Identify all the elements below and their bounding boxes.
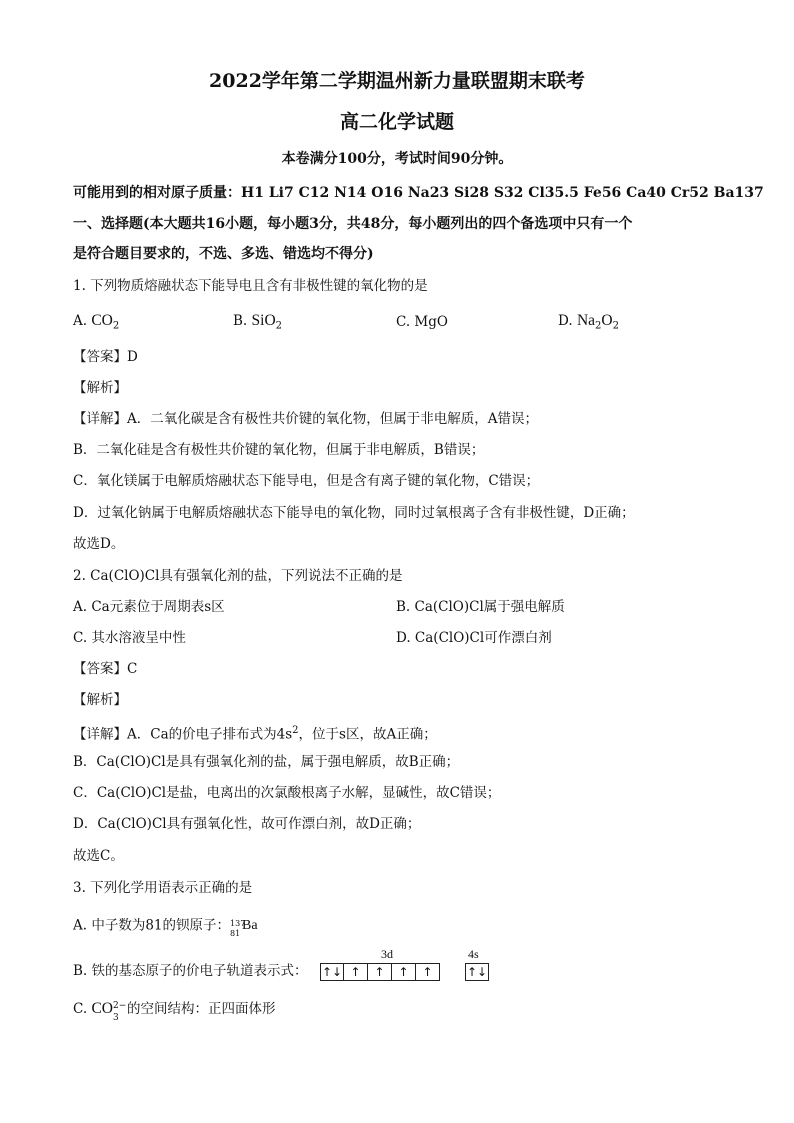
q1-detail-b: B．二氧化硅是含有极性共价键的氧化物，但属于非电解质，B错误； [73, 442, 485, 458]
q1-option-a: A. $CO_2$ [73, 312, 120, 332]
q1-detail-d: D．过氧化钠属于电解质熔融状态下能导电的氧化物，同时过氧根离子含有非极性键，D正确； [73, 505, 635, 521]
orbital-diagram-3d [320, 963, 440, 981]
q1-answer: 【答案】D [73, 349, 138, 365]
q1-analysis-label: 【解析】 [73, 380, 127, 396]
orbital-box: ↑ [392, 963, 416, 981]
q3-option-c: C. CO 2− 3 的空间结构：正四面体形 [73, 1000, 276, 1023]
exam-note: 本卷满分100分，考试时间90分钟。 [281, 151, 513, 167]
orbital-box: ↑ [368, 963, 392, 981]
q3-option-b: B. 铁的基态原子的价电子轨道表示式： [73, 963, 308, 979]
q1-option-d: D. $Na_2O_2$ [558, 312, 619, 332]
orbital-label-4s: 4s [468, 947, 479, 961]
orbital-label-3d: 3d [381, 947, 393, 961]
barium-isotope-notation: 137 81 Ba [230, 918, 258, 938]
q1-conclusion: 故选D。 [73, 536, 125, 552]
atomic-masses: 可能用到的相对原子质量：H1 Li7 C12 N14 O16 Na23 Si28 S32 Cl35.5 Fe56 Ca40 Cr52 Ba137 [73, 185, 764, 201]
q1-detail-c: C．氧化镁属于电解质熔融状态下能导电，但是含有离子键的氧化物，C错误； [73, 473, 540, 489]
q2-detail-a: 【详解】A．Ca的价电子排布式为$4s^2$，位于s区，故A正确； [73, 725, 437, 743]
orbital-box: ↑↓ [466, 965, 488, 979]
orbital-box: ↑ [416, 963, 440, 981]
orbital-box: ↑ [344, 963, 368, 981]
q2-detail-c: C．Ca(ClO)Cl是盐，电离出的次氯酸根离子水解，显碱性，故C错误； [73, 785, 501, 801]
q2-option-d: D. Ca(ClO)Cl可作漂白剂 [396, 630, 552, 646]
section-heading-line1: 一、选择题(本大题共16小题，每小题3分，共48分，每小题列出的四个备选项中只有一个 [73, 216, 633, 232]
q3-option-a: A. 中子数为81的钡原子： 137 81 Ba [73, 915, 262, 937]
q2-conclusion: 故选C。 [73, 848, 124, 864]
q2-option-b: B. Ca(ClO)Cl属于强电解质 [396, 599, 565, 615]
q1-option-c: C. MgO [396, 314, 448, 330]
q2-detail-d: D．Ca(ClO)Cl具有强氧化性，故可作漂白剂，故D正确； [73, 816, 421, 832]
q2-stem: 2. Ca(ClO)Cl具有强氧化剂的盐，下列说法不正确的是 [73, 568, 403, 584]
orbital-diagram-4s [465, 963, 489, 981]
q2-option-c: C. 其水溶液呈中性 [73, 630, 186, 646]
q2-analysis-label: 【解析】 [73, 692, 127, 708]
q1-stem: 1. 下列物质熔融状态下能导电且含有非极性键的氧化物的是 [73, 278, 428, 294]
q1-option-b: B. SiO$_2$ [233, 312, 283, 332]
q2-detail-b: B．Ca(ClO)Cl是具有强氧化剂的盐，属于强电解质，故B正确； [73, 754, 460, 770]
exam-title: 2022学年第二学期温州新力量联盟期末联考 [209, 70, 585, 92]
orbital-box: ↑↓ [321, 965, 343, 979]
q1-detail-a: 【详解】A．二氧化碳是含有极性共价键的氧化物，但属于非电解质，A错误； [73, 411, 538, 427]
section-heading-line2: 是符合题目要求的，不选、多选、错选均不得分) [73, 246, 374, 262]
exam-subject: 高二化学试题 [339, 111, 454, 133]
q3-stem: 3. 下列化学用语表示正确的是 [73, 880, 253, 896]
q2-answer: 【答案】C [73, 661, 138, 677]
q2-option-a: A. Ca元素位于周期表s区 [73, 599, 225, 615]
